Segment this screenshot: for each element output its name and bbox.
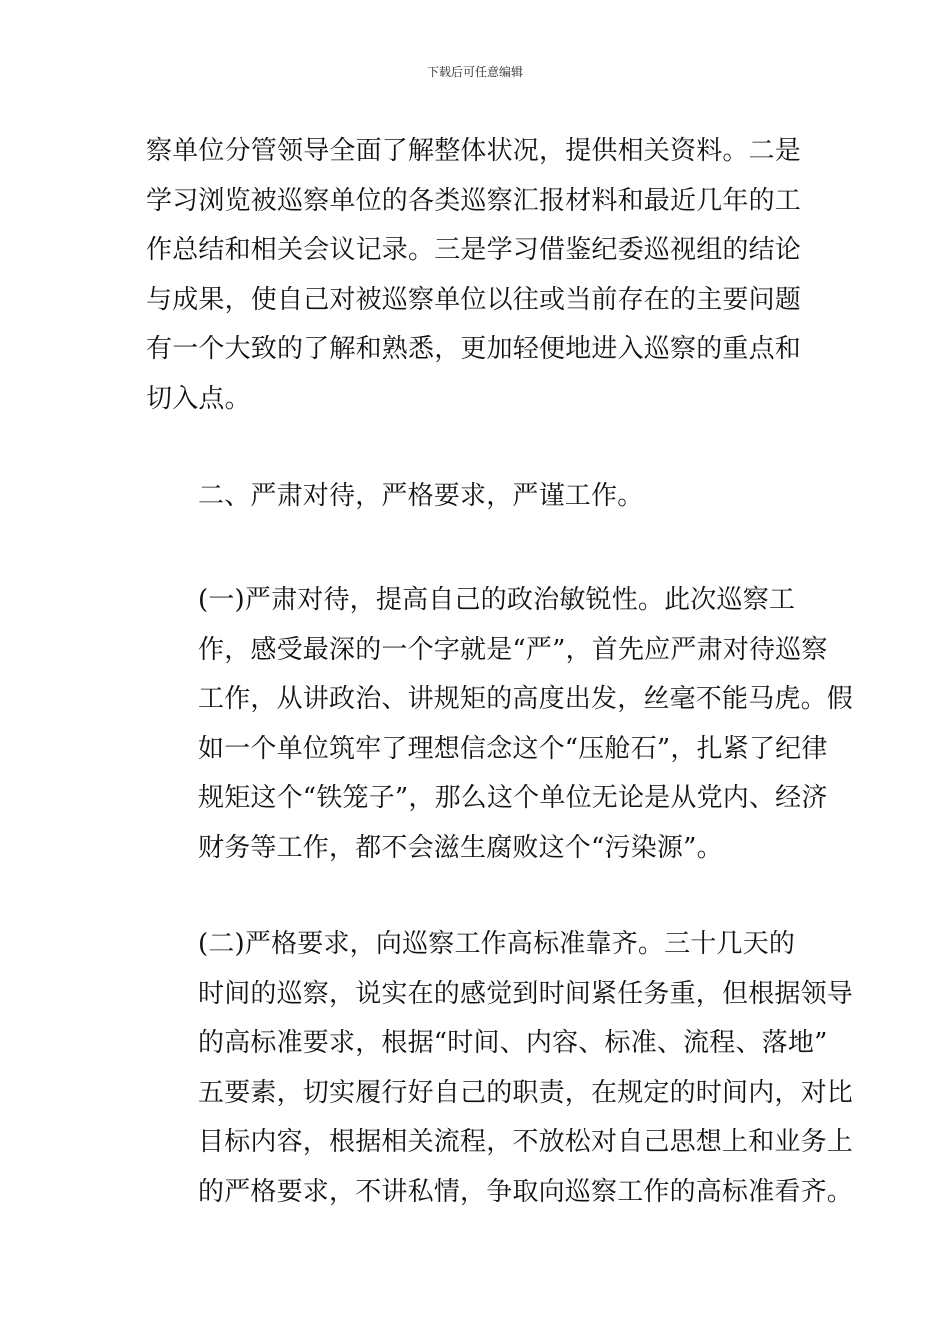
- paragraph-line: 的高标准要求，根据“时间、内容、标准、流程、落地”: [198, 1028, 828, 1058]
- section-heading-text: 二、严肃对待，严格要求，严谨工作。: [198, 481, 644, 511]
- paragraph-4: [146, 920, 854, 1217]
- paragraph-line: 作总结和相关会议记录。三是学习借鉴纪委巡视组的结论: [146, 235, 802, 265]
- paragraph-line: 作，感受最深的一个字就是“严”，首先应严肃对待巡察: [198, 634, 828, 665]
- paragraph-line: 与成果，使自己对被巡察单位以往或当前存在的主要问题: [146, 284, 802, 315]
- section-heading: [146, 472, 810, 522]
- paragraph-line: 财务等工作，都不会滋生腐败这个“污染源”。: [198, 832, 723, 863]
- paragraph-3: [146, 576, 854, 873]
- paragraph-line: (一)严肃对待，提高自己的政治敏锐性。此次巡察工: [198, 585, 796, 615]
- paragraph-line: 察单位分管领导全面了解整体状况，提供相关资料。二是: [146, 136, 802, 166]
- paragraph-line: 学习浏览被巡察单位的各类巡察汇报材料和最近几年的工: [146, 185, 802, 216]
- paragraph-line: 有一个大致的了解和熟悉，更加轻便地进入巡察的重点和: [146, 334, 802, 364]
- paragraph-line: 切入点。: [146, 383, 251, 414]
- paragraph-line: (二)严格要求，向巡察工作高标准靠齐。三十几天的: [198, 929, 796, 959]
- paragraph-line: 规矩这个“铁笼子”，那么这个单位无论是从党内、经济: [198, 783, 828, 813]
- paragraph-line: 五要素，切实履行好自己的职责，在规定的时间内，对比: [198, 1077, 854, 1108]
- paragraph-line: 的严格要求，不讲私情，争取向巡察工作的高标准看齐。: [198, 1176, 854, 1207]
- paragraph-line: 时间的巡察，说实在的感觉到时间紧任务重，但根据领导: [198, 978, 854, 1009]
- page-header: 下载后可任意编辑: [426, 65, 523, 79]
- paragraph-line: 工作，从讲政治、讲规矩的高度出发，丝毫不能马虎。假: [198, 684, 854, 714]
- paragraph-1: [146, 127, 810, 424]
- paragraph-line: 目标内容，根据相关流程，不放松对自己思想上和业务上: [198, 1127, 854, 1157]
- paragraph-line: 如一个单位筑牢了理想信念这个“压舱石”，扎紧了纪律: [198, 733, 828, 764]
